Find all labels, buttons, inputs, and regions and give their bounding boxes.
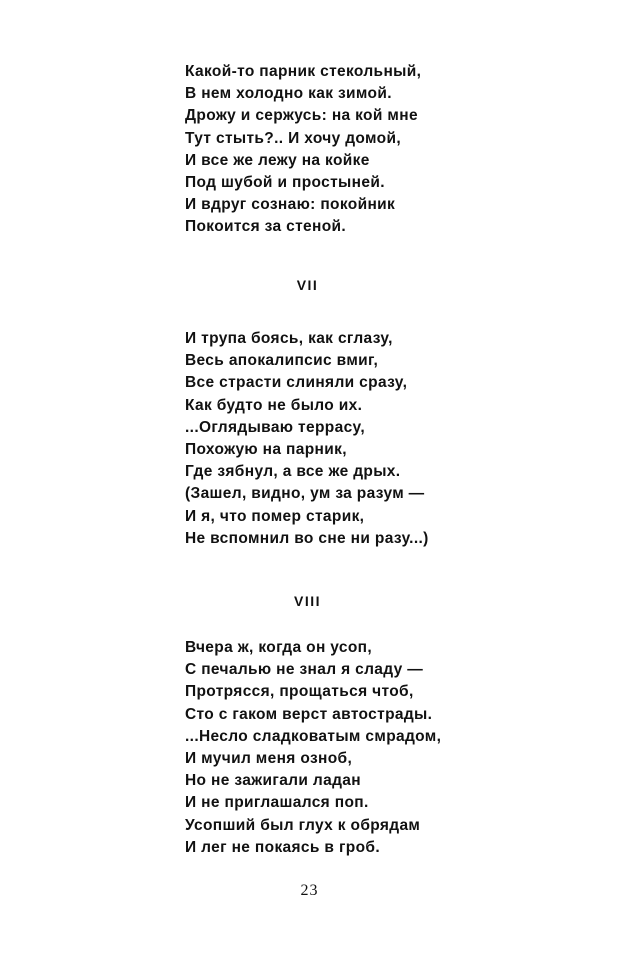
poem-line: Дрожу и сержусь: на кой мне	[185, 107, 418, 125]
stanza-1	[185, 61, 421, 239]
poem-line: Но не зажигали ладан	[185, 772, 361, 790]
poem-line: И вдруг сознаю: покойник	[185, 196, 396, 214]
poem-line: Похожую на парник,	[185, 441, 347, 459]
stanza-3	[185, 637, 441, 859]
poem-line: (Зашел, видно, ум за разум —	[185, 485, 425, 503]
poem-line: Сто с гаком верст автострады.	[185, 705, 433, 723]
poem-line: И трупа боясь, как сглазу,	[185, 330, 393, 347]
poem-line: И все же лежу на койке	[185, 151, 370, 169]
poem-line: ...Оглядываю террасу,	[185, 418, 365, 436]
section-heading-vii: VII	[296, 277, 319, 293]
poem-line: Весь апокалипсис вмиг,	[185, 352, 379, 370]
poem-line: Как будто не было их.	[185, 396, 363, 414]
poem-line: Не вспомнил во сне ни разу...)	[185, 529, 429, 547]
poem-line: Тут стыть?.. И хочу домой,	[185, 129, 401, 147]
poem-line: Под шубой и простыней.	[185, 174, 385, 192]
poem-line: Покоится за стеной.	[185, 218, 347, 236]
poem-line: Вчера ж, когда он усоп,	[185, 639, 373, 656]
poem-line: И я, что помер старик,	[185, 507, 365, 525]
poem-line: И лег не покаясь в гроб.	[185, 838, 380, 856]
poem-line: Протрясся, прощаться чтоб,	[185, 683, 414, 701]
poem-line: И мучил меня озноб,	[185, 750, 353, 768]
poem-line: Где зябнул, а все же дрых.	[185, 463, 401, 481]
poem-line: ...Несло сладковатым смрадом,	[185, 727, 442, 745]
section-heading-viii: VIII	[293, 593, 321, 609]
page-number: 23	[300, 882, 319, 899]
poem-line: В нем холодно как зимой.	[185, 85, 392, 103]
poem-line: С печалью не знал я сладу —	[185, 661, 424, 679]
poem-line: Какой-то парник стекольный,	[185, 63, 422, 80]
poem-line: Все страсти слиняли сразу,	[185, 374, 408, 392]
stanza-2	[185, 328, 429, 550]
poem-line: И не приглашался поп.	[185, 794, 369, 812]
poem-line: Усопший был глух к обрядам	[185, 816, 421, 834]
